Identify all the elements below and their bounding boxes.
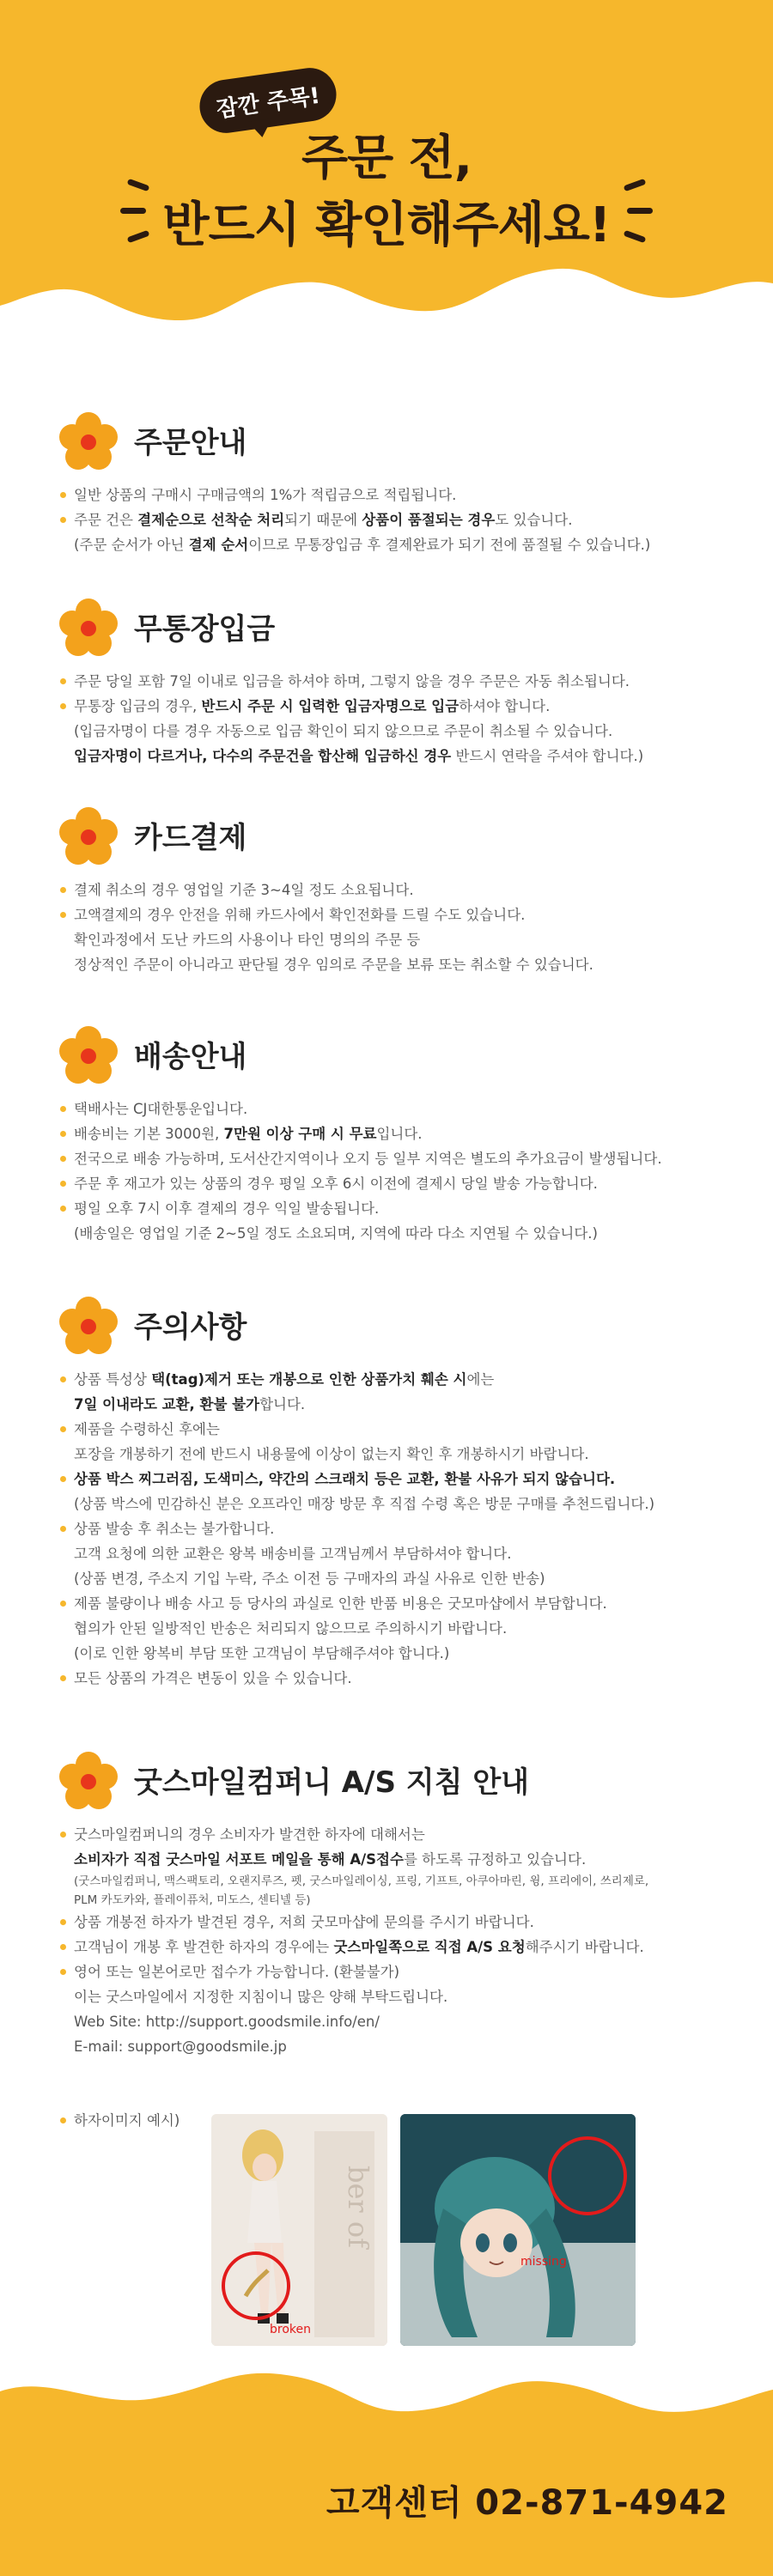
text: 를 하도록 규정하고 있습니다. bbox=[403, 1851, 587, 1868]
section-lines bbox=[58, 483, 737, 557]
text: (굿스마일컴퍼니, 맥스팩토리, 오랜지루즈, 펫, 굿스마일레이싱, 프링, 기프트, 아쿠아마린, 윙, 프리에이, 쓰리제로, bbox=[74, 1874, 649, 1888]
bullet-line bbox=[58, 1196, 737, 1221]
text: 결제 취소의 경우 영업일 기준 3~4일 정도 소요됩니다. bbox=[74, 882, 414, 898]
text: 되기 때문에 bbox=[284, 512, 362, 528]
bullet-line bbox=[58, 1467, 737, 1492]
emphasis-dash bbox=[120, 208, 146, 214]
text: 해주시기 바랍니다. bbox=[525, 1939, 644, 1955]
text: 주문 당일 포함 7일 이내로 입금을 하셔야 하며, 그렇지 않을 경우 주문은 자동 취소됩니다. bbox=[74, 673, 630, 690]
text: 이는 굿스마일에서 지정한 지침이니 많은 양해 부탁드립니다. bbox=[74, 1989, 448, 2005]
text: 영어 또는 일본어로만 접수가 가능합니다. (환불불가) bbox=[74, 1964, 400, 1980]
bold-text: 택(tag)제거 또는 개봉으로 인한 상품가치 훼손 시 bbox=[151, 1371, 467, 1388]
continuation-line bbox=[58, 1442, 737, 1467]
section-lines bbox=[58, 1822, 737, 2059]
section-header bbox=[58, 1297, 737, 1358]
defect-photo-broken bbox=[211, 2114, 387, 2346]
bold-text: 결제순으로 선착순 처리 bbox=[137, 512, 285, 528]
section-lines bbox=[58, 1097, 737, 1246]
bullet-line bbox=[58, 1097, 737, 1121]
text: 전국으로 배송 가능하며, 도서산간지역이나 오지 등 일부 지역은 별도의 추가요금이 발생됩니다. bbox=[74, 1151, 662, 1167]
text: 포장을 개봉하기 전에 반드시 내용물에 이상이 없는지 확인 후 개봉하시기 바랍니다. bbox=[74, 1446, 589, 1462]
footer-wave-background bbox=[0, 2357, 773, 2576]
text: 택배사는 CJ대한통운입니다. bbox=[74, 1101, 248, 1117]
text: 평일 오후 7시 이후 결제의 경우 익일 발송됩니다. bbox=[74, 1200, 380, 1217]
bold-text: 굿스마일쪽으로 직접 A/S 요청 bbox=[333, 1939, 526, 1955]
text: 상품 특성상 bbox=[74, 1371, 152, 1388]
bold-text: 결제 순서 bbox=[188, 537, 249, 553]
continuation-line bbox=[58, 2034, 737, 2059]
continuation-line bbox=[58, 1492, 737, 1516]
section-title: 주문안내 bbox=[134, 426, 247, 460]
section-header bbox=[58, 412, 737, 474]
page-title-line2: 반드시 확인해주세요! bbox=[162, 197, 611, 253]
section-title: 무통장입금 bbox=[134, 612, 276, 647]
flower-icon bbox=[58, 1026, 119, 1086]
text: Web Site: http://support.goodsmile.info/en/ bbox=[74, 2014, 380, 2030]
bullet-line bbox=[58, 1822, 737, 1847]
bullet-line bbox=[58, 1516, 737, 1541]
continuation-line bbox=[58, 744, 737, 769]
text: 제품을 수령하신 후에는 bbox=[74, 1421, 220, 1437]
text: 상품 개봉전 하자가 발견된 경우, 저희 굿모마샵에 문의를 주시기 바랍니다. bbox=[74, 1914, 534, 1930]
text: 에는 bbox=[466, 1371, 495, 1388]
section-6 bbox=[58, 1752, 737, 2059]
bullet-line bbox=[58, 1171, 737, 1196]
bullet-line bbox=[58, 1417, 737, 1442]
bold-text: 소비자가 직접 굿스마일 서포트 메일을 통해 A/S접수 bbox=[74, 1851, 404, 1868]
text: 제품 불량이나 배송 사고 등 당사의 과실로 인한 반품 비용은 굿모마샵에서 부담합니다. bbox=[74, 1595, 607, 1612]
flower-icon bbox=[58, 807, 119, 867]
bullet-line bbox=[58, 1146, 737, 1171]
flower-icon bbox=[58, 412, 119, 472]
text: 입니다. bbox=[376, 1126, 423, 1142]
continuation-line bbox=[58, 1847, 737, 1872]
text: (입금자명이 다를 경우 자동으로 입금 확인이 되지 않으므로 주문이 취소될 수 있습니다. bbox=[74, 723, 613, 739]
text: (상품 변경, 주소지 기입 누락, 주소 이전 등 구매자의 과실 사유로 인한 반송) bbox=[74, 1571, 545, 1587]
bold-text: 입금자명이 다르거나, 다수의 주문건을 합산해 입금하신 경우 bbox=[74, 748, 452, 764]
defect-photo-missing bbox=[400, 2114, 636, 2346]
flower-icon bbox=[58, 1752, 119, 1812]
svg-text:ber of: ber of bbox=[342, 2166, 374, 2248]
continuation-line bbox=[58, 952, 737, 977]
bold-text: 상품이 품절되는 경우 bbox=[362, 512, 496, 528]
section-title: 카드결제 bbox=[134, 821, 247, 855]
section-3 bbox=[58, 807, 737, 977]
section-1 bbox=[58, 412, 737, 557]
continuation-line bbox=[58, 532, 737, 557]
bullet-line bbox=[58, 483, 737, 507]
emphasis-dash bbox=[627, 208, 653, 214]
continuation-line bbox=[58, 1641, 737, 1666]
bold-text: 7일 이내라도 교환, 환불 불가 bbox=[74, 1396, 260, 1413]
text: 상품 발송 후 취소는 불가합니다. bbox=[74, 1521, 275, 1537]
continuation-line bbox=[58, 927, 737, 952]
text: 고액결제의 경우 안전을 위해 카드사에서 확인전화를 드릴 수도 있습니다. bbox=[74, 907, 526, 923]
text: 고객 요청에 의한 교환은 왕복 배송비를 고객님께서 부담하셔야 합니다. bbox=[74, 1546, 512, 1562]
flower-icon bbox=[58, 598, 119, 659]
bullet-line bbox=[58, 1959, 737, 1984]
continuation-line bbox=[58, 1872, 737, 1891]
header-banner bbox=[0, 0, 773, 335]
text: 굿스마일컴퍼니의 경우 소비자가 발견한 하자에 대해서는 bbox=[74, 1826, 425, 1843]
text: 확인과정에서 도난 카드의 사용이나 타인 명의의 주문 등 bbox=[74, 932, 421, 948]
text: (배송일은 영업일 기준 2~5일 정도 소요되며, 지역에 따라 다소 지연될 수 있습니다.) bbox=[74, 1225, 598, 1242]
bold-text: 반드시 주문 시 입력한 입금자명으로 입금 bbox=[201, 698, 460, 714]
text: (주문 순서가 아닌 bbox=[74, 537, 189, 553]
text: 일반 상품의 구매시 구매금액의 1%가 적립금으로 적립됩니다. bbox=[74, 487, 457, 503]
continuation-line bbox=[58, 1541, 737, 1566]
bullet-line bbox=[58, 1935, 737, 1959]
continuation-line bbox=[58, 1392, 737, 1417]
continuation-line bbox=[58, 1221, 737, 1246]
text: 도 있습니다. bbox=[495, 512, 573, 528]
text: 주문 후 재고가 있는 상품의 경우 평일 오후 6시 이전에 결제시 당일 발송 가능합니다. bbox=[74, 1176, 598, 1192]
bullet-line bbox=[58, 694, 737, 719]
defect-example-label: 하자이미지 예시) bbox=[58, 2108, 737, 2133]
text: 정상적인 주문이 아니라고 판단될 경우 임의로 주문을 보류 또는 취소할 수 있습니다. bbox=[74, 957, 593, 973]
page-title-line1: 주문 전, bbox=[301, 131, 472, 186]
section-header bbox=[58, 1752, 737, 1814]
continuation-line bbox=[58, 1984, 737, 2009]
continuation-line bbox=[58, 2009, 737, 2034]
footer-banner bbox=[0, 2357, 773, 2576]
continuation-line bbox=[58, 1566, 737, 1591]
customer-center-phone: 고객센터 02-871-4942 bbox=[326, 2483, 728, 2523]
section-header bbox=[58, 598, 737, 660]
section-title: 굿스마일컴퍼니 A/S 지침 안내 bbox=[134, 1765, 530, 1800]
section-4 bbox=[58, 1026, 737, 1246]
section-lines bbox=[58, 878, 737, 977]
continuation-line bbox=[58, 1616, 737, 1641]
text: 반드시 연락을 주셔야 합니다.) bbox=[451, 748, 644, 764]
text: 고객님이 개봉 후 발견한 하자의 경우에는 bbox=[74, 1939, 334, 1955]
figure-photo-icon bbox=[400, 2114, 636, 2346]
section-title: 배송안내 bbox=[134, 1040, 247, 1074]
bold-text: 상품 박스 찌그러짐, 도색미스, 약간의 스크래치 등은 교환, 환불 사유가 되지 않습니다. bbox=[74, 1471, 616, 1487]
bullet-line bbox=[58, 507, 737, 532]
continuation-line bbox=[58, 719, 737, 744]
text: (이로 인한 왕복비 부담 또한 고객님이 부담해주셔야 합니다.) bbox=[74, 1645, 450, 1662]
bullet-line bbox=[58, 1121, 737, 1146]
continuation-line bbox=[58, 1891, 737, 1910]
section-5 bbox=[58, 1297, 737, 1691]
flower-icon bbox=[58, 1297, 119, 1357]
text: 이므로 무통장입금 후 결제완료가 되기 전에 품절될 수 있습니다.) bbox=[248, 537, 651, 553]
bullet-line bbox=[58, 902, 737, 927]
bullet-line bbox=[58, 1666, 737, 1691]
text: 무통장 입금의 경우, bbox=[74, 698, 202, 714]
bold-text: 7만원 이상 구매 시 무료 bbox=[223, 1126, 377, 1142]
bullet-line bbox=[58, 1591, 737, 1616]
text: (상품 박스에 민감하신 분은 오프라인 매장 방문 후 직접 수령 혹은 방문 구매를 추천드립니다.) bbox=[74, 1496, 655, 1512]
section-lines bbox=[58, 1367, 737, 1691]
bullet-line bbox=[58, 1367, 737, 1392]
text: PLM 카도카와, 플레이퓨처, 미도스, 센티넬 등) bbox=[74, 1893, 311, 1907]
defect-caption-broken: broken bbox=[270, 2323, 311, 2336]
bullet-line bbox=[58, 1910, 737, 1935]
text: 협의가 안된 일방적인 반송은 처리되지 않으므로 주의하시기 바랍니다. bbox=[74, 1620, 508, 1637]
text: 모든 상품의 가격은 변동이 있을 수 있습니다. bbox=[74, 1670, 352, 1686]
section-header bbox=[58, 807, 737, 869]
text: E-mail: support@goodsmile.jp bbox=[74, 2038, 287, 2055]
text: 하셔야 합니다. bbox=[459, 698, 551, 714]
attention-badge: 잠깐 주목! bbox=[196, 64, 339, 137]
text: 주문 건은 bbox=[74, 512, 138, 528]
section-header bbox=[58, 1026, 737, 1088]
text: 배송비는 기본 3000원, bbox=[74, 1126, 224, 1142]
section-lines bbox=[58, 669, 737, 769]
figure-photo-icon bbox=[211, 2114, 387, 2346]
section-title: 주의사항 bbox=[134, 1310, 247, 1345]
bullet-line bbox=[58, 878, 737, 902]
section-2 bbox=[58, 598, 737, 769]
defect-caption-missing: missing bbox=[520, 2255, 567, 2269]
bullet-line bbox=[58, 669, 737, 694]
text: 합니다. bbox=[259, 1396, 306, 1413]
